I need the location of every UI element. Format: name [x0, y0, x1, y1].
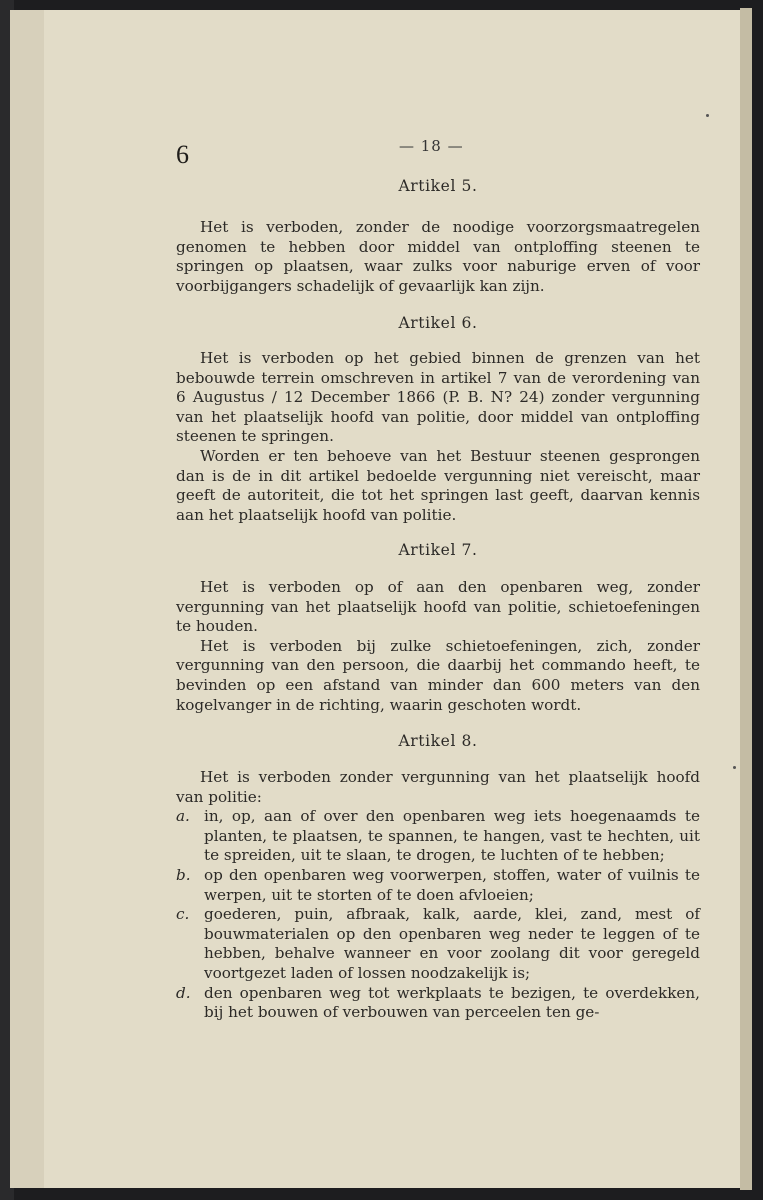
list-item: [176, 984, 700, 1023]
article-body: [176, 768, 700, 1023]
article-heading: Artikel 8.: [398, 732, 478, 750]
paragraph: Het is verboden, zonder de noodige voorzorgsmaatregelen genomen te hebben door middel van ontploffing steenen te springen op plaatsen, waar zulks voor naburige erven of voor voorbijgangers schadelijk of gevaarlijk kan zijn.: [176, 218, 700, 295]
ink-speck: [733, 766, 736, 769]
page-gutter: [10, 10, 44, 1188]
article-heading: Artikel 6.: [398, 314, 478, 332]
page-number: — 18 —: [399, 137, 464, 155]
ink-speck: [706, 114, 709, 117]
paragraph-intro: Het is verboden zonder vergunning van het plaatselijk hoofd van politie:: [176, 768, 700, 806]
article-body: [176, 578, 700, 715]
list-item-label: c.: [176, 905, 190, 924]
list-item-label: a.: [176, 807, 190, 826]
article-body: [176, 218, 700, 296]
list-item-label: d.: [176, 983, 191, 1002]
paragraph: Het is verboden bij zulke schietoefeningen, zich, zonder vergunning van den persoon, die daarbij het commando heeft, te bevinden op een afstand van minder dan 600 meters van den kogelvanger in de richting, waarin geschoten wordt.: [176, 636, 700, 714]
list-item-text: op den openbaren weg voorwerpen, stoffen, water of vuilnis te werpen, uit te storten of te doen afvloeien;: [204, 865, 700, 904]
paragraph: Het is verboden op het gebied binnen de grenzen van het bebouwde terrein omschreven in artikel 7 van de verordening van 6 Augustus / 12 December 1866 (P. B. N? 24) zonder vergunning van het plaatselijk hoofd van politie, door middel van ontploffing steenen te springen.: [176, 349, 700, 446]
list-item: [176, 905, 700, 983]
list-item-text: goederen, puin, afbraak, kalk, aarde, klei, zand, mest of bouwmaterialen op den openbaren weg neder te leggen of te hebben, behalve wanneer en voor zoolang dit voor geregeld voortgezet laden of lossen noodzakelijk is;: [204, 905, 700, 982]
article-heading: Artikel 7.: [398, 541, 478, 559]
list-item: [176, 866, 700, 905]
paragraph: Het is verboden op of aan den openbaren weg, zonder vergunning van het plaatselijk hoofd van politie, schietoefeningen te houden.: [176, 578, 700, 636]
article-heading: Artikel 5.: [398, 177, 478, 195]
list-item-label: b.: [176, 865, 191, 884]
page-edge: [740, 8, 752, 1190]
enumerated-list: [176, 807, 700, 1023]
list-item-text: in, op, aan of over den openbaren weg iets hoegenaamds te planten, te plaatsen, te spannen, te hangen, vast te hechten, uit te spreiden, uit te slaan, te drogen, te luchten of te hebben;: [204, 807, 700, 865]
list-item: [176, 807, 700, 866]
corner-page-number: 6: [176, 140, 189, 169]
list-item-text: den openbaren weg tot werkplaats te bezigen, te overdekken, bij het bouwen of verbouwen van perceelen ten ge-: [204, 983, 700, 1022]
paragraph: Worden er ten behoeve van het Bestuur steenen gesprongen dan is de in dit artikel bedoelde vergunning niet vereischt, maar geeft de autoriteit, die tot het springen last geeft, daarvan kennis aan het plaatselijk hoofd van politie.: [176, 446, 700, 524]
article-body: [176, 349, 700, 525]
